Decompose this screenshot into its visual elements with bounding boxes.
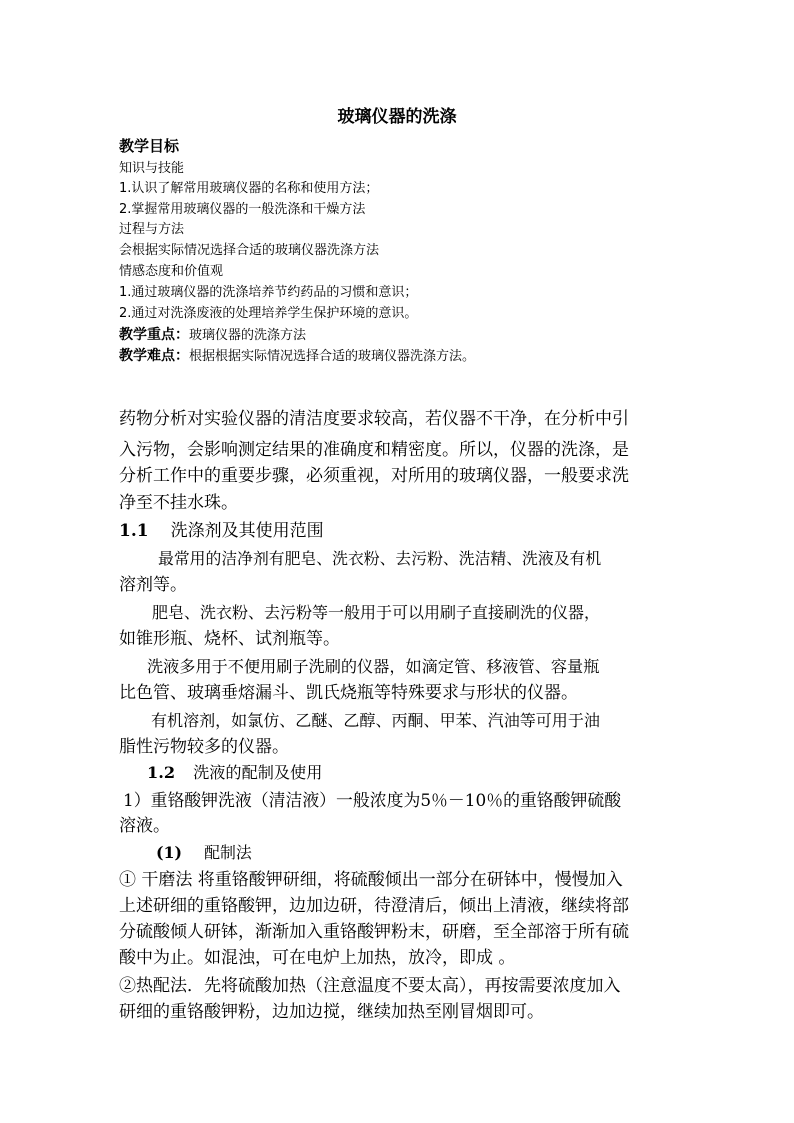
process-item-1: 会根据实际情况选择合适的玻璃仪器洗涤方法 [119,243,380,258]
process-method-label: 过程与方法 [119,222,185,237]
section-1-2-heading [147,760,712,787]
soap-usage-line-2: 如锥形瓶、烧杯、试剂瓶等。 [119,629,340,649]
section-1-2-number: 1.2 [147,763,176,782]
subsection-preparation-title: 配制法 [204,843,252,862]
intro-line-1: 药物分析对实验仪器的清洁度要求较高，若仪器不干净，在分析中引 [119,409,629,429]
hot-prep-line-2: 研细的重铬酸钾粉，边加边搅，继续加热至刚冒烟即可。 [119,1002,544,1022]
teaching-difficulty-text: 根据根据实际情况选择合适的玻璃仪器洗涤方法。 [189,349,476,364]
intro-line-2: 入污物，会影响测定结果的准确度和精密度。所以，仪器的洗涤，是 [119,440,629,460]
attitude-values-label: 情感态度和价值观 [119,264,224,279]
knowledge-item-1: 1.认识了解常用玻璃仪器的名称和使用方法； [119,181,379,196]
intro-line-3: 分析工作中的重要步骤，必须重视，对所用的玻璃仪器，一般要求洗 [119,466,629,486]
knowledge-item-2: 2.掌握常用玻璃仪器的一般洗涤和干燥方法 [119,202,366,217]
subsection-preparation-heading [156,840,721,867]
chromic-wash-line-2: 溶液。 [119,816,170,836]
attitude-item-1: 1.通过玻璃仪器的洗涤培养节约药品的习惯和意识； [119,285,418,300]
section-1-1-title: 洗涤剂及其使用范围 [170,521,324,541]
chromic-wash-line-1: 1）重铬酸钾洗液（清洁液）一般浓度为5％－10％的重铬酸钾硫酸 [123,790,622,810]
soap-usage-line-1: 肥皂、洗衣粉、去污粉等一般用于可以用刷子直接刷洗的仪器， [152,603,601,622]
common-cleaners-line-1: 最常用的洁净剂有肥皂、洗衣粉、去污粉、洗洁精、洗液及有机 [158,549,602,568]
section-1-2-title: 洗液的配制及使用 [193,763,323,782]
organic-solvent-line-2: 脂性污物较多的仪器。 [119,737,289,757]
attitude-item-2: 2.通过对洗涤废液的处理培养学生保护环境的意识。 [119,306,418,321]
teaching-key-text: 玻璃仪器的洗涤方法 [189,328,307,343]
dry-grind-line-4: 酸中为止。如混浊，可在电炉上加热，放冷，即成 。 [119,948,516,968]
dry-grind-line-2: 上述研细的重铬酸钾，边加边研，待澄清后，倾出上清液，继续将部 [119,896,629,916]
teaching-key-label: 教学重点： [119,327,189,343]
knowledge-skills-label: 知识与技能 [119,161,185,176]
subsection-preparation-number: (1) [156,843,183,862]
organic-solvent-line-1: 有机溶剂，如氯仿、乙醚、乙醇、丙酮、甲苯、汽油等可用于油 [151,711,600,730]
dry-grind-line-3: 分硫酸倾人研钵，渐渐加入重铬酸钾粉末，研磨，至全部溶于所有硫 [119,922,629,942]
wash-liquid-line-2: 比色管、玻璃垂熔漏斗、凯氏烧瓶等特殊要求与形状的仪器。 [119,683,578,703]
intro-line-4: 净至不挂水珠。 [119,493,238,513]
teaching-key-point [119,325,306,346]
objectives-heading: 教学目标 [119,137,180,155]
section-1-1-heading [119,518,684,545]
document-title: 玻璃仪器的洗涤 [337,107,457,127]
common-cleaners-line-2: 溶剂等。 [119,575,187,595]
section-1-1-number: 1.1 [119,521,149,541]
wash-liquid-line-1: 洗液多用于不便用刷子洗刷的仪器，如滴定管、移液管、容量瓶 [147,657,600,676]
teaching-difficulty-label: 教学难点： [119,348,189,364]
teaching-difficulty-point [119,346,475,367]
dry-grind-line-1: ① 干磨法 将重铬酸钾研细，将硫酸倾出一部分在研钵中，慢慢加入 [119,870,623,890]
hot-prep-line-1: ②热配法．先将硫酸加热（注意温度不要太高），再按需要浓度加入 [119,976,621,996]
